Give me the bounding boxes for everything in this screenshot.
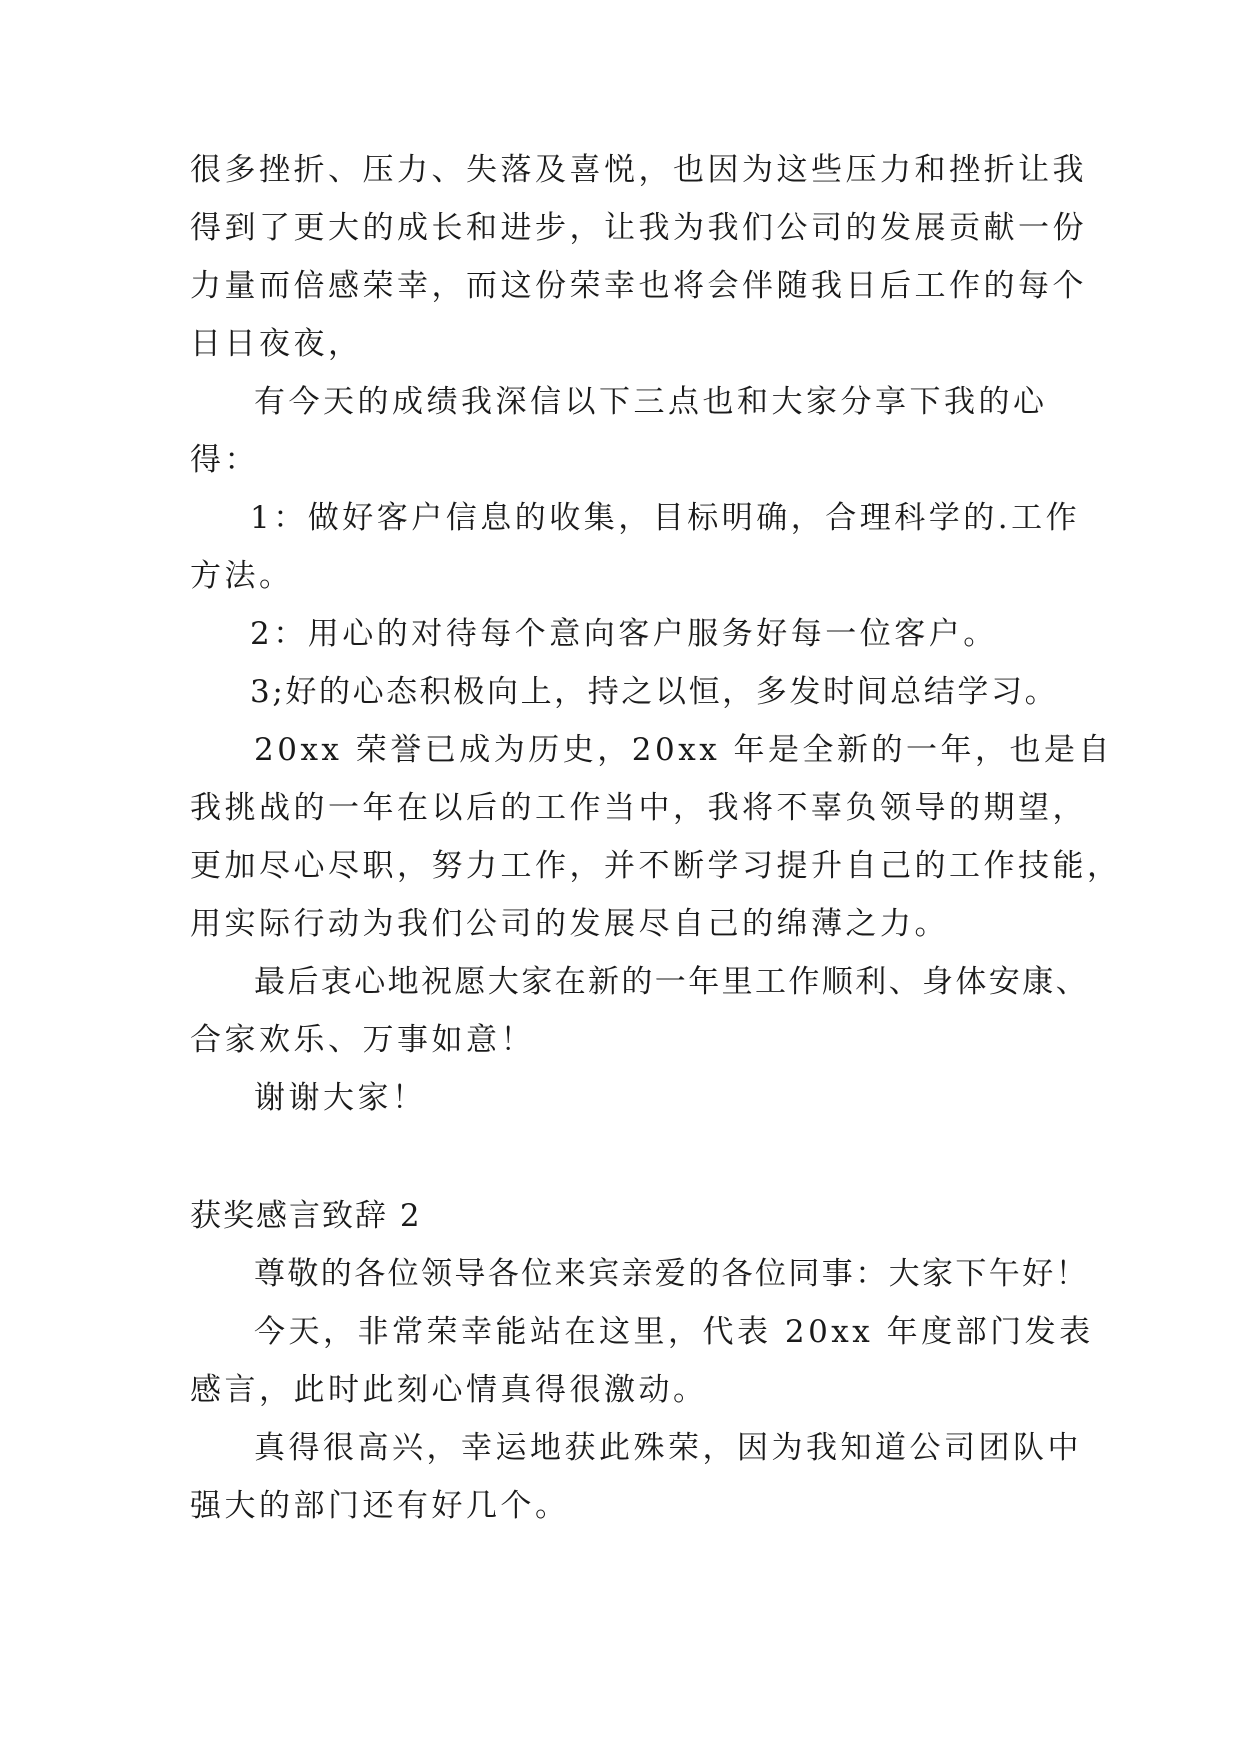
paragraph-line: 合家欢乐、万事如意！ xyxy=(190,1022,535,1058)
paragraph-line: 日日夜夜， xyxy=(190,326,363,362)
paragraph-line: 尊敬的各位领导各位来宾亲爱的各位同事：大家下午好！ xyxy=(254,1256,1089,1292)
paragraph-line: 20xx 荣誉已成为历史，20xx 年是全新的一年，也是自 xyxy=(254,732,1114,768)
paragraph-line: 真得很高兴，幸运地获此殊荣，因为我知道公司团队中 xyxy=(254,1430,1082,1466)
paragraph-line: 用实际行动为我们公司的发展尽自己的绵薄之力。 xyxy=(190,906,949,942)
paragraph-line: 我挑战的一年在以后的工作当中，我将不辜负领导的期望， xyxy=(190,790,1087,826)
paragraph-line: 今天，非常荣幸能站在这里，代表 20xx 年度部门发表 xyxy=(254,1314,1094,1350)
paragraph-line: 力量而倍感荣幸，而这份荣幸也将会伴随我日后工作的每个 xyxy=(190,268,1087,304)
paragraph-line: 很多挫折、压力、失落及喜悦，也因为这些压力和挫折让我 xyxy=(190,152,1087,188)
list-item-1: 1：做好客户信息的收集，目标明确，合理科学的.工作 xyxy=(250,500,1081,536)
closing-line: 谢谢大家！ xyxy=(254,1080,427,1116)
paragraph-line: 得： xyxy=(190,442,259,478)
paragraph-line: 更加尽心尽职，努力工作，并不断学习提升自己的工作技能， xyxy=(190,848,1122,884)
paragraph-line: 得到了更大的成长和进步，让我为我们公司的发展贡献一份 xyxy=(190,210,1087,246)
paragraph-line: 有今天的成绩我深信以下三点也和大家分享下我的心 xyxy=(254,384,1048,420)
section-heading: 获奖感言致辞 2 xyxy=(190,1198,422,1234)
paragraph-line: 强大的部门还有好几个。 xyxy=(190,1488,570,1524)
list-item-2: 2：用心的对待每个意向客户服务好每一位客户。 xyxy=(250,616,998,652)
paragraph-line: 方法。 xyxy=(190,558,294,594)
paragraph-line: 最后衷心地祝愿大家在新的一年里工作顺利、身体安康、 xyxy=(254,964,1089,1000)
paragraph-line: 感言，此时此刻心情真得很激动。 xyxy=(190,1372,708,1408)
list-item-3: 3;好的心态积极向上，持之以恒，多发时间总结学习。 xyxy=(250,674,1059,710)
